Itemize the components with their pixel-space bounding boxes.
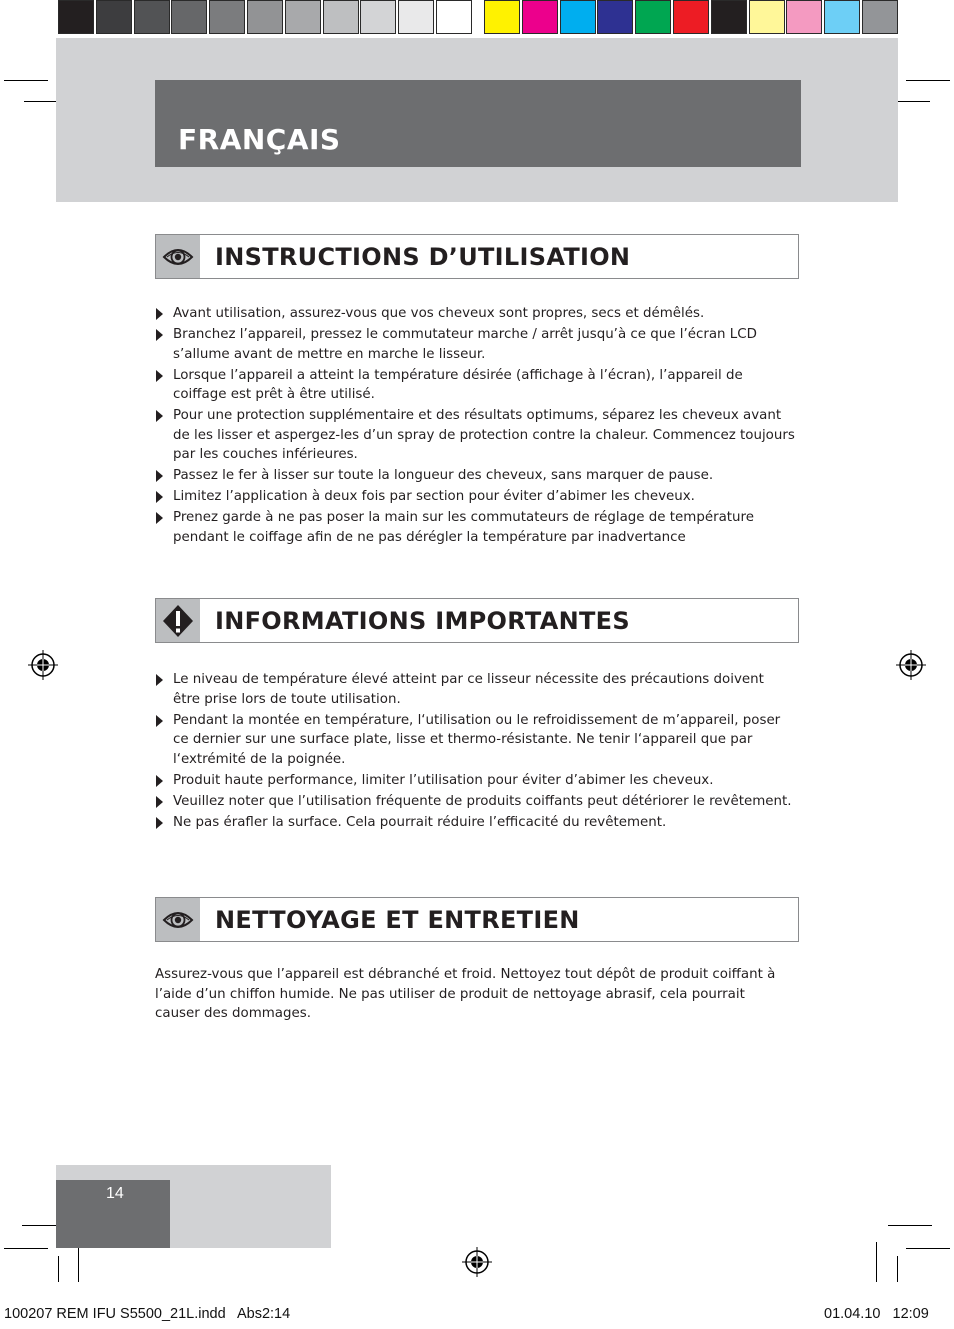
color-swatch <box>522 0 558 34</box>
bullet-arrow-icon <box>156 674 163 686</box>
page-number: 14 <box>106 1185 124 1202</box>
color-swatch <box>209 0 245 34</box>
section-header-cleaning <box>155 897 799 942</box>
bullet-arrow-icon <box>156 512 163 524</box>
list-item: Prenez garde à ne pas poser la main sur les commutateurs de réglage de température pendant le coiffage afin de ne pas dérégler la température par inadvertance <box>155 508 795 547</box>
color-swatch <box>484 0 520 34</box>
color-swatch <box>786 0 822 34</box>
list-item: Pendant la montée en température, l‘utilisation ou le refroidissement de m’appareil, poser ce dernier sur une surface plate, lisse et thermo-résistante. Ne tenir l‘appareil que par l‘extrémité de la poignée. <box>155 711 795 770</box>
color-swatch <box>597 0 633 34</box>
list-item: Lorsque l’appareil a atteint la température désirée (affichage à l’écran), l’appareil de coiffage est prêt à être utilisé. <box>155 366 795 405</box>
list-item: Ne pas érafler la surface. Cela pourrait réduire l’efficacité du revêtement. <box>155 813 795 833</box>
color-swatch <box>862 0 898 34</box>
color-swatch <box>436 0 472 34</box>
bullet-arrow-icon <box>156 491 163 503</box>
color-swatch <box>96 0 132 34</box>
bullet-arrow-icon <box>156 775 163 787</box>
color-swatch <box>134 0 170 34</box>
color-swatch <box>360 0 396 34</box>
bullet-arrow-icon <box>156 470 163 482</box>
bullet-arrow-icon <box>156 370 163 382</box>
bullet-arrow-icon <box>156 308 163 320</box>
gray-swatch-bar <box>58 0 474 38</box>
color-swatch <box>247 0 283 34</box>
color-swatch <box>560 0 596 34</box>
color-swatch <box>323 0 359 34</box>
list-item: Avant utilisation, assurez-vous que vos cheveux sont propres, secs et démêlés. <box>155 304 795 324</box>
list-item: Passez le fer à lisser sur toute la longueur des cheveux, sans marquer de pause. <box>155 466 795 486</box>
section-title: INSTRUCTIONS D’UTILISATION <box>215 243 631 271</box>
list-item: Branchez l’appareil, pressez le commutateur marche / arrêt jusqu’à ce que l’écran LCD s’allume avant de mettre en marche le lisseur. <box>155 325 795 364</box>
instructions-list <box>155 304 795 549</box>
slug-file-info: 100207 REM IFU S5500_21L.indd Abs2:14 <box>4 1306 291 1322</box>
warning-icon <box>156 599 200 642</box>
list-item: Le niveau de température élevé atteint par ce lisseur nécessite des précautions doivent être prise lors de toute utilisation. <box>155 670 795 709</box>
color-swatch-bar <box>484 0 900 38</box>
color-swatch <box>673 0 709 34</box>
color-swatch <box>398 0 434 34</box>
list-item: Pour une protection supplémentaire et des résultats optimums, séparez les cheveux avant de les lisser et aspergez-les d’un spray de protection contre la chaleur. Commencez toujours par les couches inférieures. <box>155 406 795 465</box>
color-swatch <box>635 0 671 34</box>
cleaning-paragraph: Assurez-vous que l’appareil est débranché et froid. Nettoyez tout dépôt de produit coiffant à l’aide d’un chiffon humide. Ne pas utiliser de produit de nettoyage abrasif, cela pourrait causer des dommages. <box>155 967 776 1021</box>
color-swatch <box>749 0 785 34</box>
registration-mark-icon <box>896 650 926 680</box>
bullet-arrow-icon <box>156 329 163 341</box>
section-title: INFORMATIONS IMPORTANTES <box>215 607 630 635</box>
list-item: Limitez l’application à deux fois par section pour éviter d’abimer les cheveux. <box>155 487 795 507</box>
important-list <box>155 670 795 834</box>
section-title: NETTOYAGE ET ENTRETIEN <box>215 906 580 934</box>
eye-icon <box>156 898 200 941</box>
eye-icon <box>156 235 200 278</box>
slug-date-time: 01.04.10 12:09 <box>824 1306 929 1322</box>
section-header-important <box>155 598 799 643</box>
color-swatch <box>171 0 207 34</box>
color-swatch <box>58 0 94 34</box>
section-header-instructions <box>155 234 799 279</box>
list-item: Produit haute performance, limiter l’utilisation pour éviter d’abimer les cheveux. <box>155 771 795 791</box>
list-item: Veuillez noter que l’utilisation fréquente de produits coiffants peut détériorer le revêtement. <box>155 792 795 812</box>
color-swatch <box>711 0 747 34</box>
bullet-arrow-icon <box>156 410 163 422</box>
page-title: FRANÇAIS <box>178 123 341 156</box>
color-swatch <box>285 0 321 34</box>
registration-mark-icon <box>28 650 58 680</box>
bullet-arrow-icon <box>156 715 163 727</box>
color-swatch <box>824 0 860 34</box>
bullet-arrow-icon <box>156 796 163 808</box>
registration-mark-icon <box>462 1247 492 1277</box>
bullet-arrow-icon <box>156 817 163 829</box>
